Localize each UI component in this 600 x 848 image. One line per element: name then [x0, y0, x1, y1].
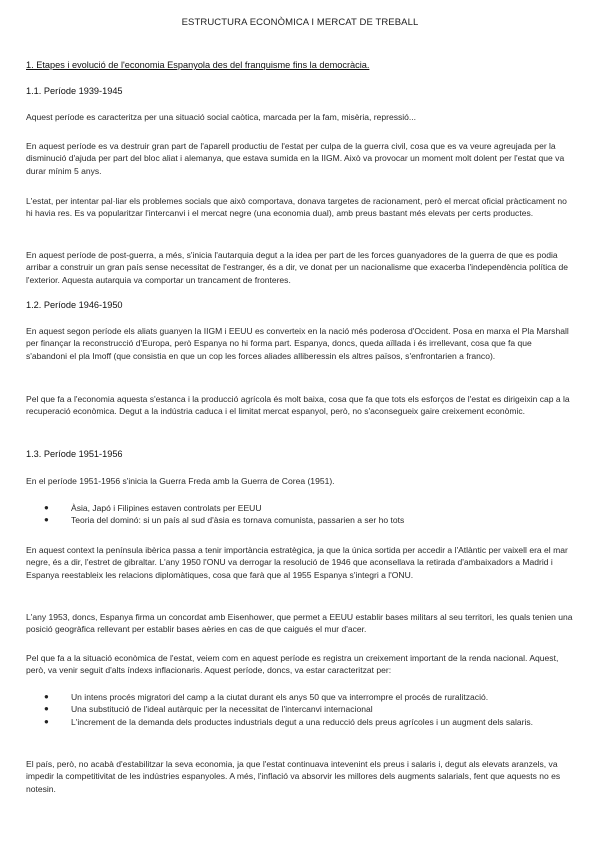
paragraph: Pel que fa a la situació econòmica de l'estat, veiem com en aquest període es registra un creixement important de la renda nacional. Aquest, però, va venir seguit d'alts índexs inflacionaris. Aquest període, doncs, va estar caracteritzat per:: [26, 653, 559, 676]
section-1-3-heading: 1.3. Període 1951-1956: [26, 449, 123, 459]
paragraph: En aquest context la península ibèrica passa a tenir importància estratègica, ja que la única sortida per accedir a l'Atlàntic per vaixell era el mar negre, és a dir, l'estret de gibraltar. L'any 1950 l'ONU va derrogar la resolució de 1946 que aconsellava la retirada d'ambaixadors a Madrid i Espanya reestableix les relacions diplomàtiques, cosa que farà que al 1955 Espanya s'integri a l'ONU.: [26, 545, 568, 580]
bullet-icon: ●: [44, 716, 49, 726]
bullet-icon: ●: [44, 704, 49, 714]
paragraph: En aquest període de post-guerra, a més, s'inicia l'autarquia degut a la idea per part de les forces guanyadores de la guerra de que es podia arribar a construir un gran país sense necessitat de l'estranger, és a dir, ve donat per un nacionalisme que exacerba l'independència política de l'exterior. Aquesta autarquia va comportar un trancament de fronteres.: [26, 250, 569, 285]
bullet-list: [0, 502, 600, 527]
paragraph: El país, però, no acabà d'estabilitzar la seva economia, ja que l'estat continuava intevenint els preus i salaris i, degut als elevats aranzels, va impedir la competitivitat de les indústries espanyoles. A més, l'inflació va absorvir les millores dels augments salarials, fent que aquests no es notesin.: [26, 759, 561, 794]
list-item: ● Àsia, Japó i Filipines estaven controlats per EEUU: [44, 503, 262, 513]
paragraph: Aquest període es caracteritza per una situació social caòtica, marcada per la fam, misèria, repressió...: [26, 112, 417, 122]
bullet-icon: ●: [44, 692, 49, 701]
paragraph: Pel que fa a l'economia aquesta s'estanca i la producció agrícola és molt baixa, cosa que fa que tots els esforços de l'estat es dirigeixin cap a la recuperació econòmica. Degut a la indústria caduca i el limitat mercat espanyol, però, no s'aconsegueix gaire creixement econòmic.: [26, 394, 570, 417]
section-1-heading: 1. Etapes i evolució de l'economia Espanyola des del franquisme fins la democràcia.: [26, 60, 370, 70]
paragraph: En aquest segon període els aliats guanyen la IIGM i EEUU es converteix en la nació més poderosa d'Occident. Posa en marxa el Pla Marshall per finançar la reconstrucció d'Europa, però Espanya no hi forma part. Espanya, doncs, queda aïllada i és irrellevant, cosa que fa que s'abandoni el pla Imoff (que consistia en que un cop les forces aliades alliberessin els altres països, s'enfrontarien a franco).: [26, 326, 569, 361]
list-item: ● Una substitució de l'ideal autàrquic per la necessitat de l'intercanvi internacional: [44, 704, 373, 715]
list-item: ● Un intens procés migratori del camp a la ciutat durant els anys 50 que va interrompre el procés de ruralització.: [44, 692, 489, 702]
bullet-icon: ●: [44, 515, 49, 525]
paragraph: En aquest període es va destruir gran part de l'aparell productiu de l'estat per culpa de la guerra civil, cosa que es va veure agreujada per la disminució d'ajuda per part del bloc aliat i alemanya, que estava sumida en la IIGM. Això va provocar un moment molt dolent per l'estat que va durar mínim 5 anys.: [26, 141, 565, 176]
paragraph: En el període 1951-1956 s'inicia la Guerra Freda amb la Guerra de Corea (1951).: [26, 476, 335, 486]
paragraph: L'any 1953, doncs, Espanya firma un concordat amb Eisenhower, que permet a EEUU establir bases militars al seu territori, les quals tenien una posició geogràfica rellevant per establir bases aèries en cas de que caigués el mur d'acer.: [26, 612, 573, 635]
document-title: ESTRUCTURA ECONÒMICA I MERCAT DE TREBALL: [181, 17, 419, 28]
bullet-icon: ●: [44, 503, 49, 512]
list-item: ● L'increment de la demanda dels productes industrials degut a una reducció dels preus agrícoles i un augment dels salaris.: [44, 716, 534, 727]
section-1-1-heading: 1.1. Període 1939-1945: [26, 86, 123, 96]
list-item: ● Teoria del dominó: si un país al sud d'àsia es tornava comunista, passarien a ser ho tots: [44, 515, 405, 526]
section-1-2-heading: 1.2. Període 1946-1950: [26, 300, 123, 310]
paragraph: L'estat, per intentar pal·liar els problemes socials que això comportava, donava targetes de racionament, però el mercat oficial pràcticament no hi havia res. Es va popularitzar l'intercanvi i el mercat negre (una economia dual), amb preus bastant més elevats per certs productes.: [26, 196, 567, 219]
bullet-list: [0, 691, 600, 728]
